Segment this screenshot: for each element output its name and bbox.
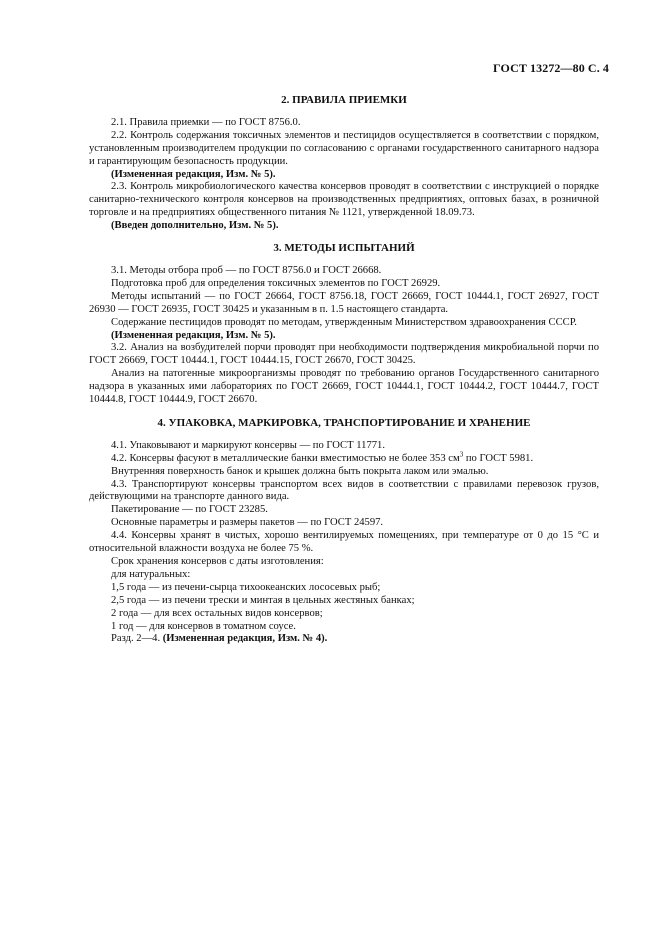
paragraph-pesticides: Содержание пестицидов проводят по методам, утвержденным Министерством здравоохранения СССР.: [111, 316, 577, 328]
paragraph-4-4: 4.4. Консервы хранят в чистых, хорошо вентилируемых помещениях, при температуре от 0 до 15 °С и относительной влажности воздуха не более 75 %.: [89, 530, 599, 555]
paragraph-2-2: 2.2. Контроль содержания токсичных элементов и пестицидов осуществляется в соответствии с порядком, установленным производителем продукции по согласованию с органами государственного санитарного надзора и гарантирующим безопасность продукции.: [89, 129, 599, 167]
list-item: 2 года — для всех остальных видов консервов;: [111, 607, 323, 619]
paragraph-4-3: 4.3. Транспортируют консервы транспортом всех видов в соответствии с правилами перевозок грузов, действующими на транспорте данного вида.: [89, 478, 599, 503]
section-title-test-methods: 3. МЕТОДЫ ИСПЫТАНИЙ: [273, 242, 415, 255]
list-item: 2,5 года — из печени трески и минтая в цельных жестяных банках;: [111, 594, 415, 606]
list-item: 1 год — для консервов в томатном соусе.: [111, 620, 296, 632]
amendment-note: (Измененная редакция, Изм. № 5).: [111, 168, 276, 180]
paragraph-sample-prep: Подготовка проб для определения токсичных элементов по ГОСТ 26929.: [111, 277, 441, 289]
paragraph-4-1: 4.1. Упаковывают и маркируют консервы — по ГОСТ 11771.: [111, 439, 385, 451]
paragraph-4-2-text: 4.2. Консервы фасуют в металлические банки вместимостью не более 353 см: [111, 452, 460, 464]
paragraph-4-2-tail: по ГОСТ 5981.: [463, 452, 534, 464]
amendment-note: (Измененная редакция, Изм. № 5).: [111, 329, 276, 341]
section-title-acceptance-rules: 2. ПРАВИЛА ПРИЕМКИ: [281, 94, 407, 106]
paragraph-test-methods: Методы испытаний — по ГОСТ 26664, ГОСТ 8756.18, ГОСТ 26669, ГОСТ 10444.1, ГОСТ 26927, ГОСТ 26930 — ГОСТ 26935, ГОСТ 30425 и указанным в п. 1.5 настоящего стандарта.: [89, 290, 599, 315]
paragraph-coating: Внутренняя поверхность банок и крышек должна быть покрыта лаком или эмалью.: [111, 465, 489, 477]
document-body: [89, 92, 599, 646]
section-range: Разд. 2—4.: [111, 633, 163, 645]
paragraph-pathogens: Анализ на патогенные микроорганизмы проводят по требованию органов Государственного санитарного надзора в указанных ими лабораториях по ГОСТ 26669, ГОСТ 10444.1, ГОСТ 10444.2, ГОСТ 10444.7, ГОСТ 10444.8, ГОСТ 10444.9, ГОСТ 26670.: [89, 368, 599, 406]
paragraph-4-2: [89, 450, 599, 466]
paragraph-packaging: Пакетирование — по ГОСТ 23285.: [111, 504, 268, 516]
paragraph-shelf-life: Срок хранения консервов с даты изготовления:: [111, 556, 324, 567]
paragraph-packet-params: Основные параметры и размеры пакетов — по ГОСТ 24597.: [111, 517, 384, 529]
paragraph-natural: для натуральных:: [111, 568, 191, 580]
section-amendment-note: [89, 633, 599, 646]
paragraph-2-1: 2.1. Правила приемки — по ГОСТ 8756.0.: [111, 116, 301, 128]
list-item: 1,5 года — из печени-сырца тихоокеанских лососевых рыб;: [111, 581, 381, 593]
paragraph-3-2: 3.2. Анализ на возбудителей порчи проводят при необходимости подтверждения микробиальной порчи по ГОСТ 26669, ГОСТ 10444.1, ГОСТ 10444.15, ГОСТ 26670, ГОСТ 30425.: [89, 342, 599, 367]
paragraph-2-3: 2.3. Контроль микробиологического качества консервов проводят в соответствии с инструкцией о порядке санитарно-технического контроля консервов на производственных предприятиях, оптовых базах, в розничной торговле и на предприятиях общественного питания № 1121, утвержденной 18.09.73.: [89, 181, 599, 219]
page-header: ГОСТ 13272—80 С. 4: [493, 61, 609, 75]
amendment-note: (Измененная редакция, Изм. № 4).: [162, 633, 328, 645]
superscript: 3: [459, 450, 464, 459]
amendment-note: (Введен дополнительно, Изм. № 5).: [111, 220, 279, 232]
paragraph-3-1: 3.1. Методы отбора проб — по ГОСТ 8756.0 и ГОСТ 26668.: [111, 264, 382, 276]
section-title-packaging: 4. УПАКОВКА, МАРКИРОВКА, ТРАНСПОРТИРОВАНИЕ И ХРАНЕНИЕ: [157, 416, 531, 429]
